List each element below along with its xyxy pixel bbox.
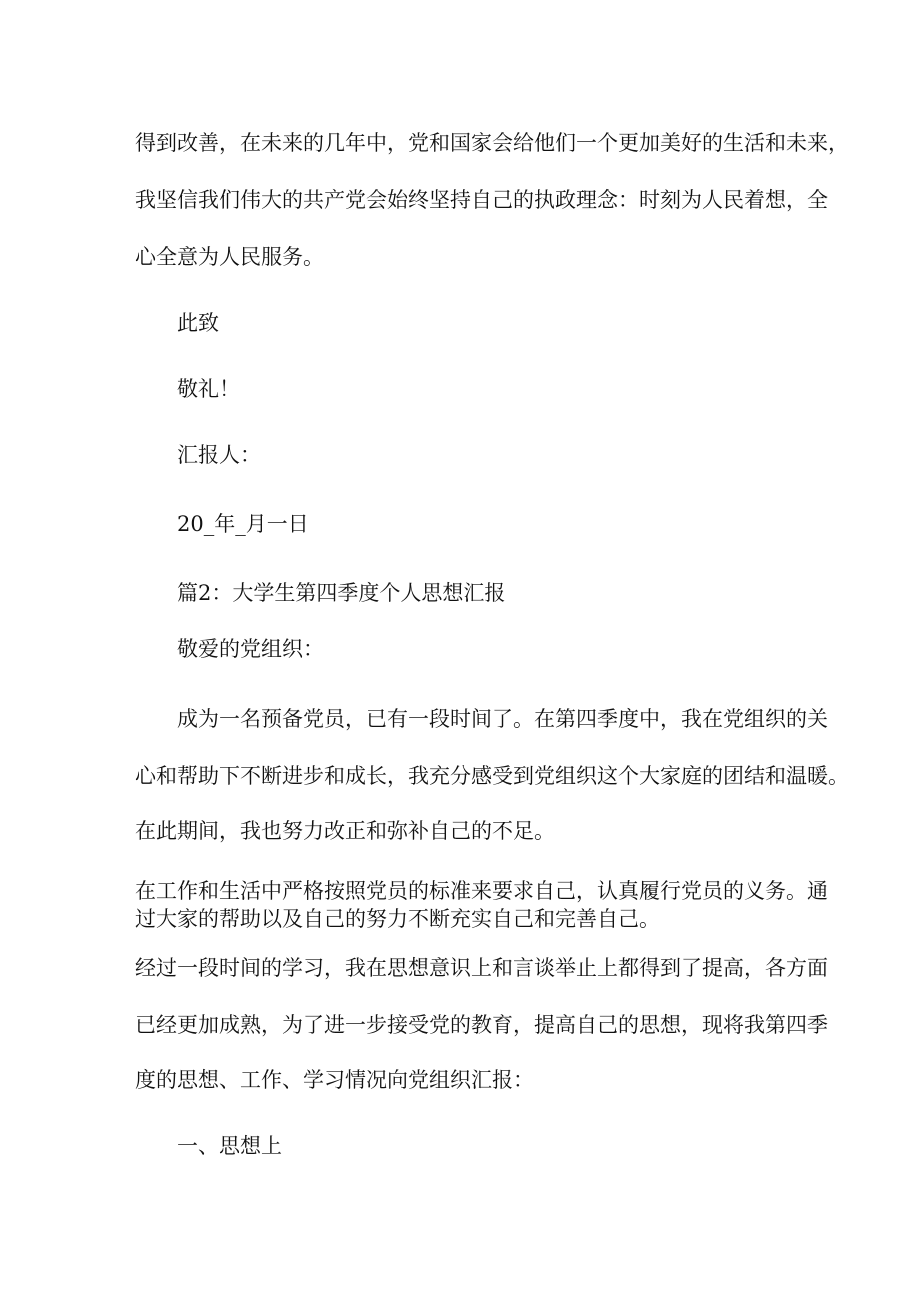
paragraph-line: 心全意为人民服务。: [135, 245, 324, 269]
closing-regards: 敬礼！: [177, 377, 240, 401]
paragraph-line: 经过一段时间的学习，我在思想意识上和言谈举止上都得到了提高，各方面: [135, 956, 828, 980]
paragraph-line: 过大家的帮助以及自己的努力不断充实自己和完善自己。: [135, 907, 660, 931]
greeting: 敬爱的党组织：: [177, 637, 324, 661]
section-heading: 一、思想上: [177, 1134, 282, 1158]
paragraph-line: 成为一名预备党员，已有一段时间了。在第四季度中，我在党组织的关: [177, 707, 828, 731]
paragraph-line: 已经更加成熟，为了进一步接受党的教育，提高自己的思想，现将我第四季: [135, 1013, 828, 1037]
report-date: 20_年_月一日: [177, 512, 309, 536]
reporter-label: 汇报人：: [177, 443, 261, 467]
closing-salute: 此致: [177, 311, 219, 335]
paragraph-line: 在此期间，我也努力改正和弥补自己的不足。: [135, 819, 555, 843]
paragraph-line: 度的思想、工作、学习情况向党组织汇报：: [135, 1068, 534, 1092]
paragraph-line: 在工作和生活中严格按照党员的标准来要求自己，认真履行党员的义务。通: [135, 879, 828, 903]
paragraph-line: 我坚信我们伟大的共产党会始终坚持自己的执政理念：时刻为人民着想，全: [135, 188, 828, 212]
paragraph-line: 得到改善，在未来的几年中，党和国家会给他们一个更加美好的生活和未来，: [135, 131, 849, 155]
section-title: 篇2：大学生第四季度个人思想汇报: [177, 581, 506, 605]
paragraph-line: 心和帮助下不断进步和成长，我充分感受到党组织这个大家庭的团结和温暖。: [135, 764, 849, 788]
